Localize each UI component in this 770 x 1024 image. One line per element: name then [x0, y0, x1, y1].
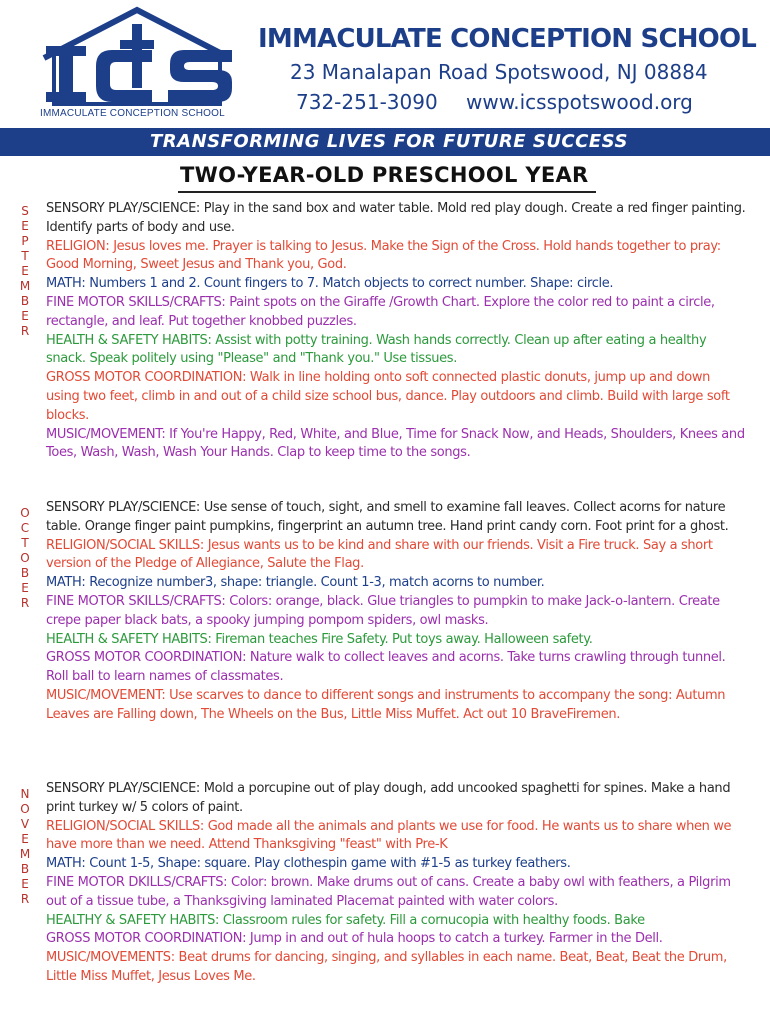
month-letter: R — [20, 596, 30, 610]
activity-paragraph: HEALTH & SAFETY HABITS: Fireman teaches Fire Safety. Put toys away. Halloween safety. — [46, 631, 593, 647]
month-letter: O — [20, 551, 30, 565]
activity-paragraph: FINE MOTOR DKILLS/CRAFTS: Color: brown. Make drums out of cans. Create a baby owl with feathers, a Pilgrim out of a tissue tube, a Thanksgiving laminated Placemat painted with water colors. — [46, 874, 731, 909]
month-letter: B — [20, 294, 30, 308]
page-title: TWO-YEAR-OLD PRESCHOOL YEAR — [180, 163, 589, 187]
logo-caption: IMMACULATE CONCEPTION SCHOOL — [40, 108, 225, 119]
month-letter: B — [20, 862, 30, 876]
month-letter: N — [20, 787, 30, 801]
month-letter: M — [19, 279, 31, 293]
month-letter: E — [21, 309, 29, 323]
activity-paragraph: HEALTH & SAFETY HABITS: Assist with potty training. Wash hands correctly. Clean up after eating a healthy snack. Speak politely using "Please" and "Thank you." Use tissues. — [46, 332, 707, 367]
activity-paragraph: FINE MOTOR SKILLS/CRAFTS: Colors: orange, black. Glue triangles to pumpkin to make Jack-o-lantern. Create crepe paper black bats, a spooky jumping pompom spiders, owl masks. — [46, 593, 720, 628]
month-section-october — [46, 499, 746, 725]
activity-paragraph: GROSS MOTOR COORDINATION: Walk in line holding onto soft connected plastic donuts, jump up and down using two feet, climb in and out of a child size school bus, dance. Play outdoors and climb. Build with large soft blocks. — [46, 370, 730, 423]
school-phone: 732-251-3090 — [296, 90, 438, 114]
month-letter: C — [20, 521, 30, 535]
month-letter: V — [20, 817, 30, 831]
activity-paragraph: FINE MOTOR SKILLS/CRAFTS: Paint spots on the Giraffe /Growth Chart. Explore the color red to paint a circle, rectangle, and leaf. Put together knobbed puzzles. — [46, 294, 715, 329]
logo-cross — [132, 24, 142, 88]
activity-paragraph: HEALTHY & SAFETY HABITS: Classroom rules for safety. Fill a cornucopia with healthy foods. Bake — [46, 912, 645, 928]
month-letter: M — [19, 847, 31, 861]
month-letter: T — [21, 249, 29, 263]
month-letter: R — [20, 892, 30, 906]
month-section-september — [46, 200, 746, 463]
activity-paragraph: MATH: Count 1-5, Shape: square. Play clothespin game with #1-5 as turkey feathers. — [46, 856, 571, 872]
activity-paragraph: SENSORY PLAY/SCIENCE: Play in the sand box and water table. Mold red play dough. Create a red finger painting. Identify parts of body and use. — [46, 201, 746, 235]
activity-paragraph: MATH: Recognize number3, shape: triangle. Count 1-3, match acorns to number. — [46, 575, 545, 591]
activity-paragraph: MUSIC/MOVEMENT: If You're Happy, Red, White, and Blue, Time for Snack Now, and Heads, Shoulders, Knees and Toes, Wash, Wash, Wash Your Hands. Clap to keep time to the songs. — [46, 426, 745, 461]
month-letter: E — [21, 832, 29, 846]
activity-paragraph: MATH: Numbers 1 and 2. Count fingers to 7. Match objects to correct number. Shape: circle. — [46, 276, 614, 292]
school-logo — [32, 6, 242, 124]
activity-paragraph: SENSORY PLAY/SCIENCE: Use sense of touch, sight, and smell to examine fall leaves. Collect acorns for nature table. Orange finger paint pumpkins, fingerprint an autumn tree. Hand print candy corn. Foot print for a ghost. — [46, 500, 729, 534]
month-letter: R — [20, 324, 30, 338]
month-letter: E — [21, 581, 29, 595]
activity-paragraph: MUSIC/MOVEMENT: Use scarves to dance to different songs and instruments to accompany the song: Autumn Leaves are Falling down, The Wheels on the Bus, Little Miss Muffet. Act out 10 BraveFiremen. — [46, 687, 726, 722]
month-letter: E — [21, 877, 29, 891]
month-letter: T — [21, 536, 29, 550]
school-address: 23 Manalapan Road Spotswood, NJ 08884 — [290, 60, 708, 84]
month-letter: P — [21, 234, 29, 248]
school-website: www.icsspotswood.org — [466, 90, 693, 114]
month-letter: S — [21, 204, 29, 218]
activity-paragraph: MUSIC/MOVEMENTS: Beat drums for dancing, singing, and syllables in each name. Beat, Beat, Beat the Drum, Little Miss Muffet, Jesus Loves Me. — [46, 950, 727, 984]
school-name: IMMACULATE CONCEPTION SCHOOL — [258, 24, 757, 54]
month-label-september — [18, 204, 32, 339]
activity-paragraph: SENSORY PLAY/SCIENCE: Mold a porcupine out of play dough, add uncooked spaghetti for spines. Make a hand print turkey w/ 5 colors of paint. — [46, 781, 731, 815]
month-letter: E — [21, 264, 29, 278]
activity-paragraph: RELIGION/SOCIAL SKILLS: Jesus wants us to be kind and share with our friends. Visit a Fire truck. Say a short version of the Pledge of Allegiance, Salute the Flag. — [46, 537, 713, 572]
activity-paragraph: GROSS MOTOR COORDINATION: Jump in and out of hula hoops to catch a turkey. Farmer in the Dell. — [46, 931, 663, 947]
month-letter: E — [21, 219, 29, 233]
month-letter: O — [20, 506, 30, 520]
month-letter: O — [20, 802, 30, 816]
title-underline — [178, 191, 596, 193]
month-label-november — [18, 787, 32, 907]
month-label-october — [18, 506, 32, 611]
activity-paragraph: GROSS MOTOR COORDINATION: Nature walk to collect leaves and acorns. Take turns crawling through tunnel. Roll ball to learn names of classmates. — [46, 650, 726, 685]
tagline: TRANSFORMING LIVES FOR FUTURE SUCCESS — [150, 131, 628, 152]
month-section-november — [46, 780, 746, 987]
activity-paragraph: RELIGION: Jesus loves me. Prayer is talking to Jesus. Make the Sign of the Cross. Hold hands together to pray: Good Morning, Sweet Jesus and Thank you, God. — [46, 238, 721, 273]
activity-paragraph: RELIGION/SOCIAL SKILLS: God made all the animals and plants we use for food. He wants us to share when we have more than we need. Attend Thanksgiving "feast" with Pre-K — [46, 818, 732, 853]
month-letter: B — [20, 566, 30, 580]
